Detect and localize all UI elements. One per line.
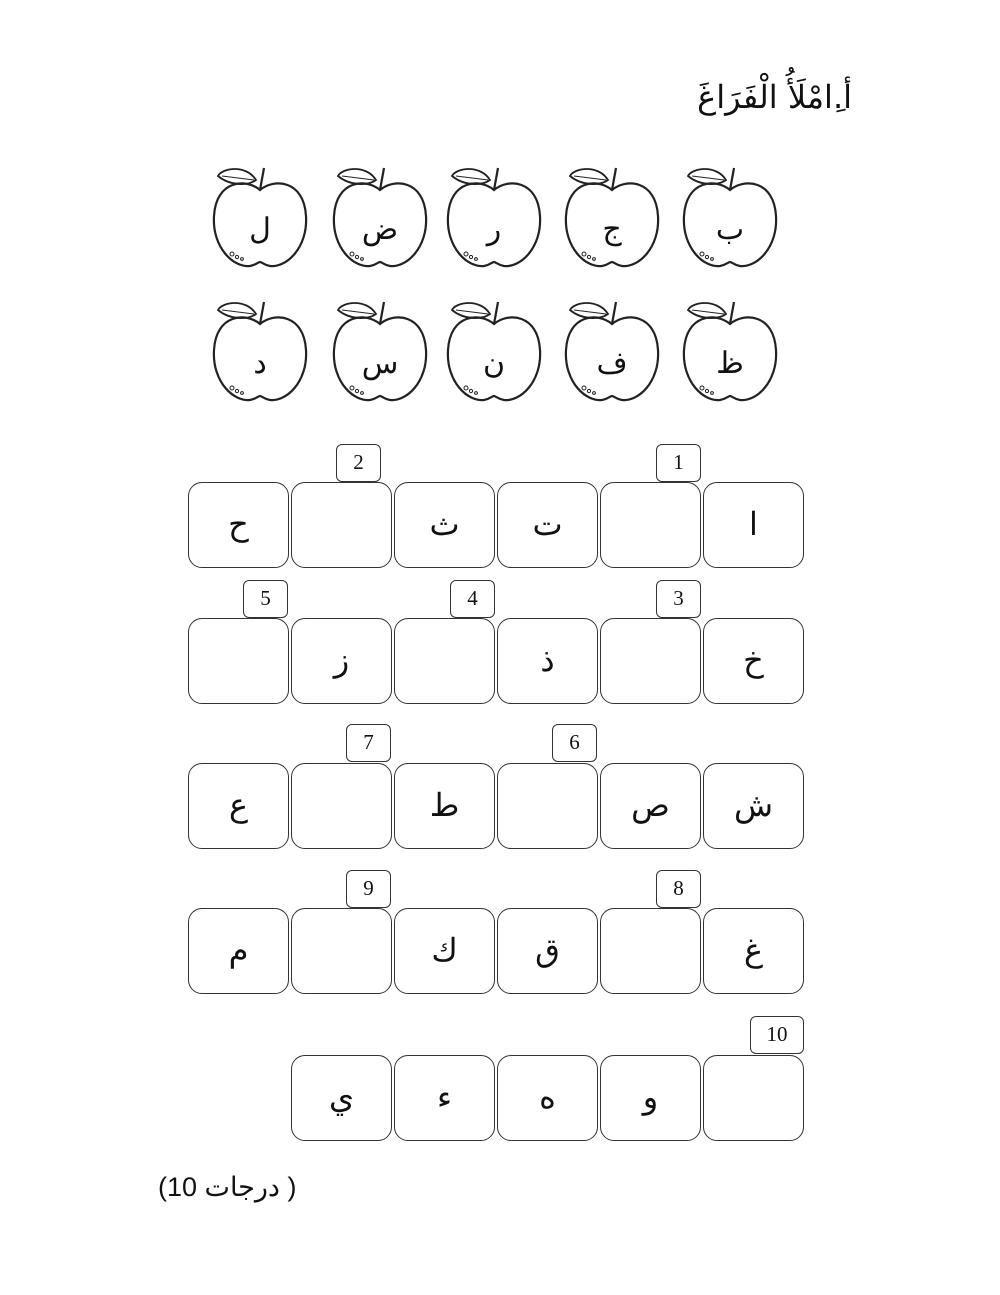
- blank-cell-8[interactable]: [600, 908, 701, 994]
- number-badge: 10: [750, 1016, 804, 1054]
- blank-cell-2[interactable]: [291, 482, 392, 568]
- apple-2: [562, 162, 662, 272]
- letter-cell: ط: [394, 763, 495, 849]
- letter-cell: ذ: [497, 618, 598, 704]
- number-badge: 3: [656, 580, 701, 618]
- letter-cell: خ: [703, 618, 804, 704]
- grade-label: (10 درجات ): [158, 1172, 297, 1202]
- apple-6: [680, 296, 780, 406]
- number-badge: 8: [656, 870, 701, 908]
- number-badge: 2: [336, 444, 381, 482]
- blank-cell-10[interactable]: [703, 1055, 804, 1141]
- number-badge: 9: [346, 870, 391, 908]
- letter-cell: ا: [703, 482, 804, 568]
- apple-10: [210, 296, 310, 406]
- blank-cell-4[interactable]: [394, 618, 495, 704]
- letter-cell: ق: [497, 908, 598, 994]
- apple-letter: ض: [361, 212, 399, 247]
- apple-3: [444, 162, 544, 272]
- apple-5: [210, 162, 310, 272]
- apple-7: [562, 296, 662, 406]
- letter-cell: ح: [188, 482, 289, 568]
- apple-letter: ف: [596, 346, 628, 381]
- letter-cell: ص: [600, 763, 701, 849]
- apple-9: [330, 296, 430, 406]
- apple-letter: ج: [602, 212, 622, 247]
- number-badge: 4: [450, 580, 495, 618]
- blank-cell-9[interactable]: [291, 908, 392, 994]
- number-badge: 1: [656, 444, 701, 482]
- number-badge: 5: [243, 580, 288, 618]
- apple-1: [680, 162, 780, 272]
- letter-cell: ش: [703, 763, 804, 849]
- apple-letter: ل: [249, 212, 271, 247]
- letter-cell: ت: [497, 482, 598, 568]
- number-badge: 6: [552, 724, 597, 762]
- letter-cell: ه: [497, 1055, 598, 1141]
- letter-cell: ك: [394, 908, 495, 994]
- letter-cell: ء: [394, 1055, 495, 1141]
- number-badge: 7: [346, 724, 391, 762]
- apple-letter: ن: [482, 346, 506, 381]
- blank-cell-3[interactable]: [600, 618, 701, 704]
- letter-cell: غ: [703, 908, 804, 994]
- letter-cell: ي: [291, 1055, 392, 1141]
- apple-letter: د: [253, 346, 267, 381]
- apple-letter: س: [361, 346, 399, 381]
- letter-cell: م: [188, 908, 289, 994]
- apple-letter: ر: [486, 212, 502, 247]
- blank-cell-1[interactable]: [600, 482, 701, 568]
- blank-cell-7[interactable]: [291, 763, 392, 849]
- apple-4: [330, 162, 430, 272]
- page-title: أ.ِامْلَأُ الْفَرَاغَ: [697, 78, 852, 116]
- blank-cell-5[interactable]: [188, 618, 289, 704]
- apple-letter: ب: [715, 212, 745, 247]
- blank-cell-6[interactable]: [497, 763, 598, 849]
- letter-cell: ع: [188, 763, 289, 849]
- letter-cell: ز: [291, 618, 392, 704]
- letter-cell: ث: [394, 482, 495, 568]
- letter-cell: و: [600, 1055, 701, 1141]
- apple-letter: ظ: [716, 346, 744, 381]
- apple-8: [444, 296, 544, 406]
